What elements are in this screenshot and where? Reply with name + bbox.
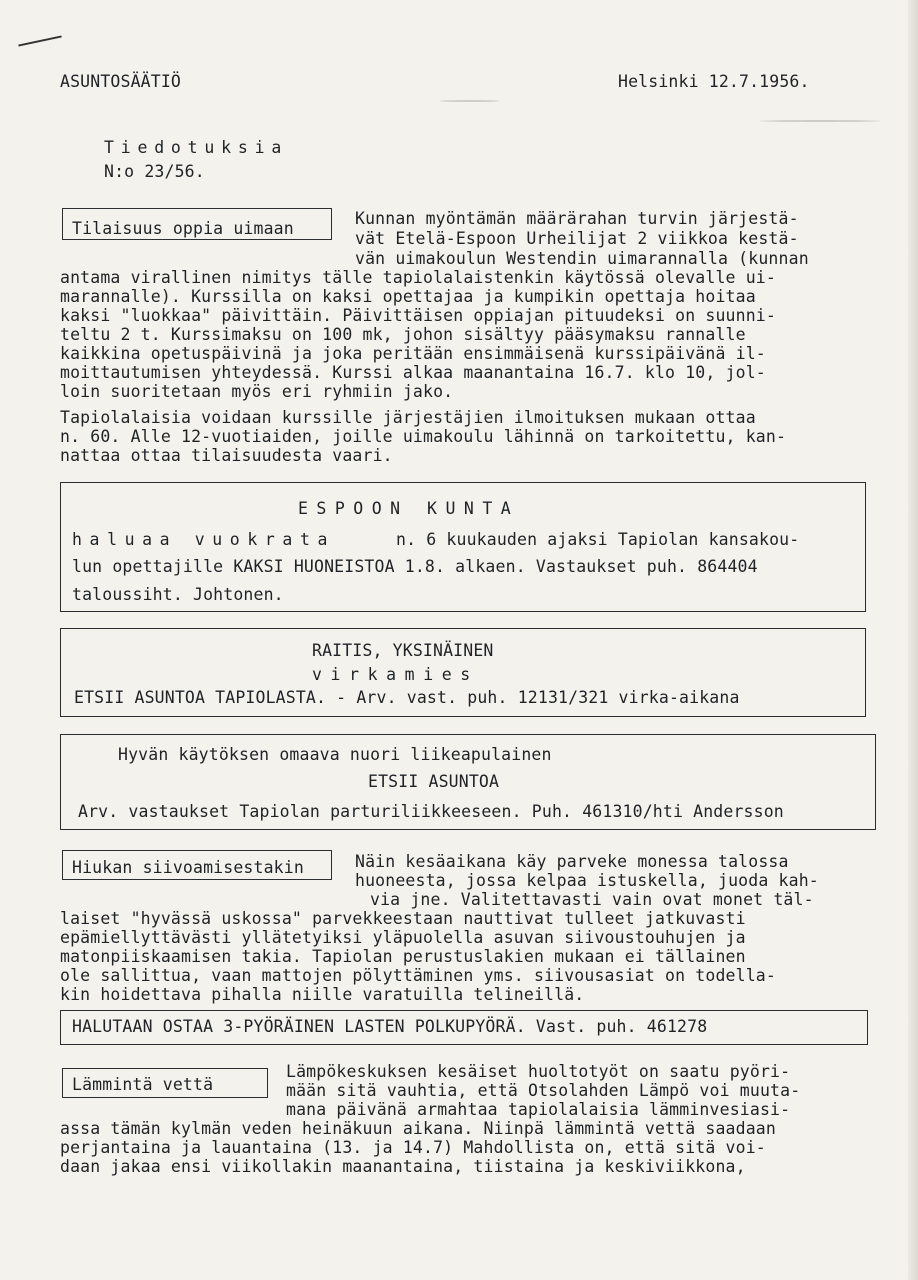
ad-title: ESPOON KUNTA [298, 499, 520, 518]
text-line: marannalle). Kurssilla on kaksi opettajaa ja kumpikin opettaja hoitaa [60, 287, 756, 306]
ad-text: Arv. vastaukset Tapiolan parturiliikkeeseen. Puh. 461310/hti Andersson [78, 802, 784, 821]
text-line: epämiellyttävästi yllätetyiksi yläpuolella asuvan siivoustouhujen ja [60, 928, 746, 947]
ad-text: taloussiht. Johtonen. [72, 585, 284, 604]
ad-text: ETSII ASUNTOA [368, 772, 500, 791]
text-line: laiset "hyvässä uskossa" parvekkeestaan nauttivat tulleet jatkuvasti [60, 909, 746, 928]
text-line: antama virallinen nimitys tälle tapiolalaistenkin käytössä olevalle ui- [60, 268, 776, 287]
ad-text-spaced: virkamies [312, 665, 479, 684]
text-line: huoneesta, jossa kelpaa istuskella, juoda kah- [355, 871, 819, 890]
pen-mark [18, 35, 61, 46]
text-line: mana päivänä armahtaa tapiolalaisia lämminvesiasi- [286, 1100, 791, 1119]
ad-text: RAITIS, YKSINÄINEN [312, 641, 494, 660]
text-line: kin hoidettava pihalla niille varatuilla telineillä. [60, 985, 585, 1004]
ad-text: lun opettajille KAKSI HUONEISTOA 1.8. alkaen. Vastaukset puh. 864404 [72, 557, 758, 576]
text-line: mään sitä vauhtia, että Otsolahden Lämpö voi muuta- [286, 1081, 801, 1100]
text-line: ole sallittua, vaan mattojen pölyttäminen yms. siivousasiat on todella- [60, 966, 776, 985]
text-line: kaksi "luokkaa" päivittäin. Päivittäisen oppiajan pituudeksi on suunni- [60, 306, 776, 325]
bulletin-number: N:o 23/56. [104, 162, 205, 181]
text-line: via jne. Valitettavasti vain ovat monet täl- [370, 890, 814, 909]
text-line: vän uimakoulun Westendin uimarannalla (kunnan [355, 249, 809, 268]
section-label-swimming: Tilaisuus oppia uimaan [72, 219, 294, 238]
paper-edge [908, 0, 918, 1280]
section-label-hot-water: Lämmintä vettä [72, 1075, 214, 1094]
ad-text: Hyvän käytöksen omaava nuori liikeapulainen [118, 745, 552, 764]
text-line: matonpiiskaamisen takia. Tapiolan perustuslakien mukaan ei tällainen [60, 947, 746, 966]
stain [760, 120, 880, 122]
text-line: perjantaina ja lauantaina (13. ja 14.7) Mahdollista on, että sitä voi- [60, 1138, 766, 1157]
organization-name: ASUNTOSÄÄTIÖ [60, 72, 182, 91]
ad-text-spaced: haluaa vuokrata [72, 530, 336, 549]
text-line: Lämpökeskuksen kesäiset huoltotyöt on saatu pyöri- [286, 1062, 791, 1081]
section-label-cleaning: Hiukan siivoamisestakin [72, 858, 304, 877]
text-line: n. 60. Alle 12-vuotiaiden, joille uimakoulu lähinnä on tarkoitettu, kan- [60, 427, 787, 446]
text-line: nattaa ottaa tilaisuudesta vaari. [60, 446, 393, 465]
text-line: daan jakaa ensi viikollakin maanantaina, tiistaina ja keskiviikkona, [60, 1157, 746, 1176]
place-date: Helsinki 12.7.1956. [618, 72, 810, 91]
text-line: Tapiolalaisia voidaan kurssille järjestäjien ilmoituksen mukaan ottaa [60, 408, 756, 427]
stain [440, 100, 500, 102]
text-line: vät Etelä-Espoon Urheilijat 2 viikkoa kestä- [355, 229, 799, 248]
text-line: kaikkina opetuspäivinä ja joka peritään ensimmäisenä kurssipäivänä il- [60, 344, 766, 363]
text-line: teltu 2 t. Kurssimaksu on 100 mk, johon sisältyy pääsymaksu rannalle [60, 325, 746, 344]
text-line: Näin kesäaikana käy parveke monessa talossa [355, 852, 789, 871]
ad-text: n. 6 kuukauden ajaksi Tapiolan kansakou- [396, 530, 800, 549]
text-line: assa tämän kylmän veden heinäkuun aikana. Niinpä lämmintä vettä saadaan [60, 1119, 776, 1138]
ad-text: HALUTAAN OSTAA 3-PYÖRÄINEN LASTEN POLKUPYÖRÄ. Vast. puh. 461278 [72, 1017, 708, 1036]
bulletin-title: Tiedotuksia [104, 138, 289, 157]
text-line: loin suoritetaan myös eri ryhmiin jako. [60, 382, 454, 401]
text-line: Kunnan myöntämän määrärahan turvin järjestä- [355, 209, 799, 228]
text-line: moittautumisen yhteydessä. Kurssi alkaa maanantaina 16.7. klo 10, jol- [60, 363, 766, 382]
ad-text: ETSII ASUNTOA TAPIOLASTA. - Arv. vast. puh. 12131/321 virka-aikana [74, 688, 740, 707]
